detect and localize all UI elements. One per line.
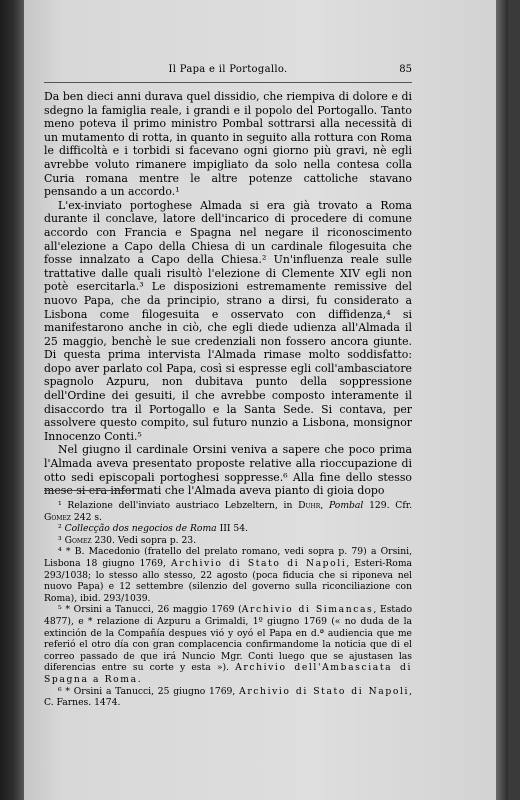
page-edge-shadow xyxy=(496,0,508,800)
footnote-6 xyxy=(44,686,412,709)
footnote-title: Collecção dos negocios de Roma xyxy=(64,523,217,535)
footnote-archive: Archivio dell'Ambasciata di Spagna a Roma xyxy=(44,662,412,685)
page-number: 85 xyxy=(399,64,412,75)
footnote-text: ⁴ * B. Macedonio (fratello del prelato romano, vedi sopra p. 79) a Orsini, Lisbona 18 giugno 1769, xyxy=(44,546,412,569)
footnote-title: Pombal xyxy=(328,500,364,511)
footnote-author: Duhr xyxy=(298,500,321,511)
footnote-text: ⁶ * Orsini a Tanucci, 25 giugno 1769, xyxy=(58,685,240,697)
footnote-text: 242 s. xyxy=(70,511,102,523)
main-text xyxy=(44,90,412,498)
footnote-text: . xyxy=(137,673,141,685)
book-spine-shadow xyxy=(0,0,24,800)
paragraph-2: L'ex-inviato portoghese Almada si era già trovato a Roma durante il conclave, latore dell'incarico di procedere di comune accordo con Francia e Spagna nel negare il riconoscimento all'elezione a Capo della Chiesa di un cardinale filogesuita che fosse innalzato a Capo della Chiesa.² Un'influenza reale sulle trattative dalle quali risultò l'elezione di Clemente XIV egli non potè esercitarla.³ Le disposizioni estremamente remissive del nuovo Papa, che da principio, strano a dirsi, fu considerato a Lisbona come filogesuita e osservato con diffidenza,⁴ si manifestarono anche in ciò, che egli diede udienza all'Almada il 25 maggio, benchè le sue credenziali non fossero ancora giunte. Di questa prima intervista l'Almada rimase molto soddisfatto: dopo aver parlato col Papa, così si espresse egli coll'ambasciatore spagnolo Azpuru, non dubitava punto della soppressione dell'Ordine dei gesuiti, il che avrebbe composto interamente il disaccordo tra il Portogallo e la Santa Sede. Si contava, per assolvere questo compito, sul futuro nunzio a Lisbona, monsignor Innocenzo Conti.⁵ xyxy=(44,198,412,443)
footnote-archive: Archivio di Simancas xyxy=(241,604,374,616)
footnote-5 xyxy=(44,604,412,685)
footnote-text: ⁵ * Orsini a Tanucci, 26 maggio 1769 ( xyxy=(58,604,242,616)
footnote-text: III 54. xyxy=(216,523,248,535)
footnote-rule xyxy=(44,490,134,491)
footnote-text: , Estado 4877), e * relazione di Azpuru a Grimaldi, 1º giugno 1769 (« no duda de la extinción de la Compañía despues vió y oyó el Papa en d.ª audiencia que me referió el otro día con gran complacencia confirmandome la noticia que di el correo passado de que irá Nuncio Mgr. Conti luego que se ajustasen las diferencias entre su corte y esta »). xyxy=(44,604,412,674)
footnote-text: 129. Cfr. xyxy=(363,500,413,511)
footnote-4 xyxy=(44,546,412,604)
footnote-text: , C. Farnes. 1474. xyxy=(44,685,412,709)
footnote-text: , Esteri-Roma 293/1038; lo stesso allo stesso, 22 agosto (poca fiducia che si riponeva nel nuovo Papa) e 12 settembre (silenzio del governo sulla riconciliazione con Roma), ibid. 293/1039. xyxy=(44,557,413,604)
paragraph-3: Nel giugno il cardinale Orsini veniva a sapere che poco prima l'Almada aveva presentato proposte relative alla rioccupazione di otto sedi episcopali portoghesi soppresse.⁶ Alla fine dello stesso mese si era informati che l'Almada aveva pianto di gioia dopo xyxy=(44,443,412,498)
footnote-1 xyxy=(44,500,412,523)
paragraph-1: Da ben dieci anni durava quel dissidio, che riempiva di dolore e di sdegno la famiglia reale, i grandi e il popolo del Portogallo. Tanto meno poteva il primo ministro Pombal sottrarsi alla necessità di un mutamento di rotta, in quanto in seguito alla rottura con Roma le difficoltà e i torbidi si facevano ogni giorno più gravi, nè egli avrebbe voluto rimanere impigliato da solo nella contesa colla Curia romana mentre le altre potenze cattoliche stavano pensando a un accordo.¹ xyxy=(44,90,412,199)
running-title: Il Papa e il Portogallo. xyxy=(168,64,288,75)
footnote-author: Gomez xyxy=(44,511,71,523)
footnote-3 xyxy=(44,535,412,547)
footnote-text: 230. Vedi sopra p. 23. xyxy=(91,534,197,546)
footnote-author: Gomez xyxy=(64,534,92,546)
footnote-2 xyxy=(44,523,412,535)
header-rule xyxy=(44,82,412,83)
footnote-archive: Archivio di Stato di Napoli xyxy=(170,557,347,569)
footnote-text: ² xyxy=(58,523,65,535)
footnote-text: ³ xyxy=(58,534,65,546)
footnote-text: , xyxy=(320,500,329,511)
running-header xyxy=(44,64,412,80)
footnote-text: ¹ Relazione dell'inviato austriaco Lebzeltern, in xyxy=(58,500,299,511)
footnotes xyxy=(44,500,412,709)
footnote-archive: Archivio di Stato di Napoli xyxy=(239,685,410,697)
